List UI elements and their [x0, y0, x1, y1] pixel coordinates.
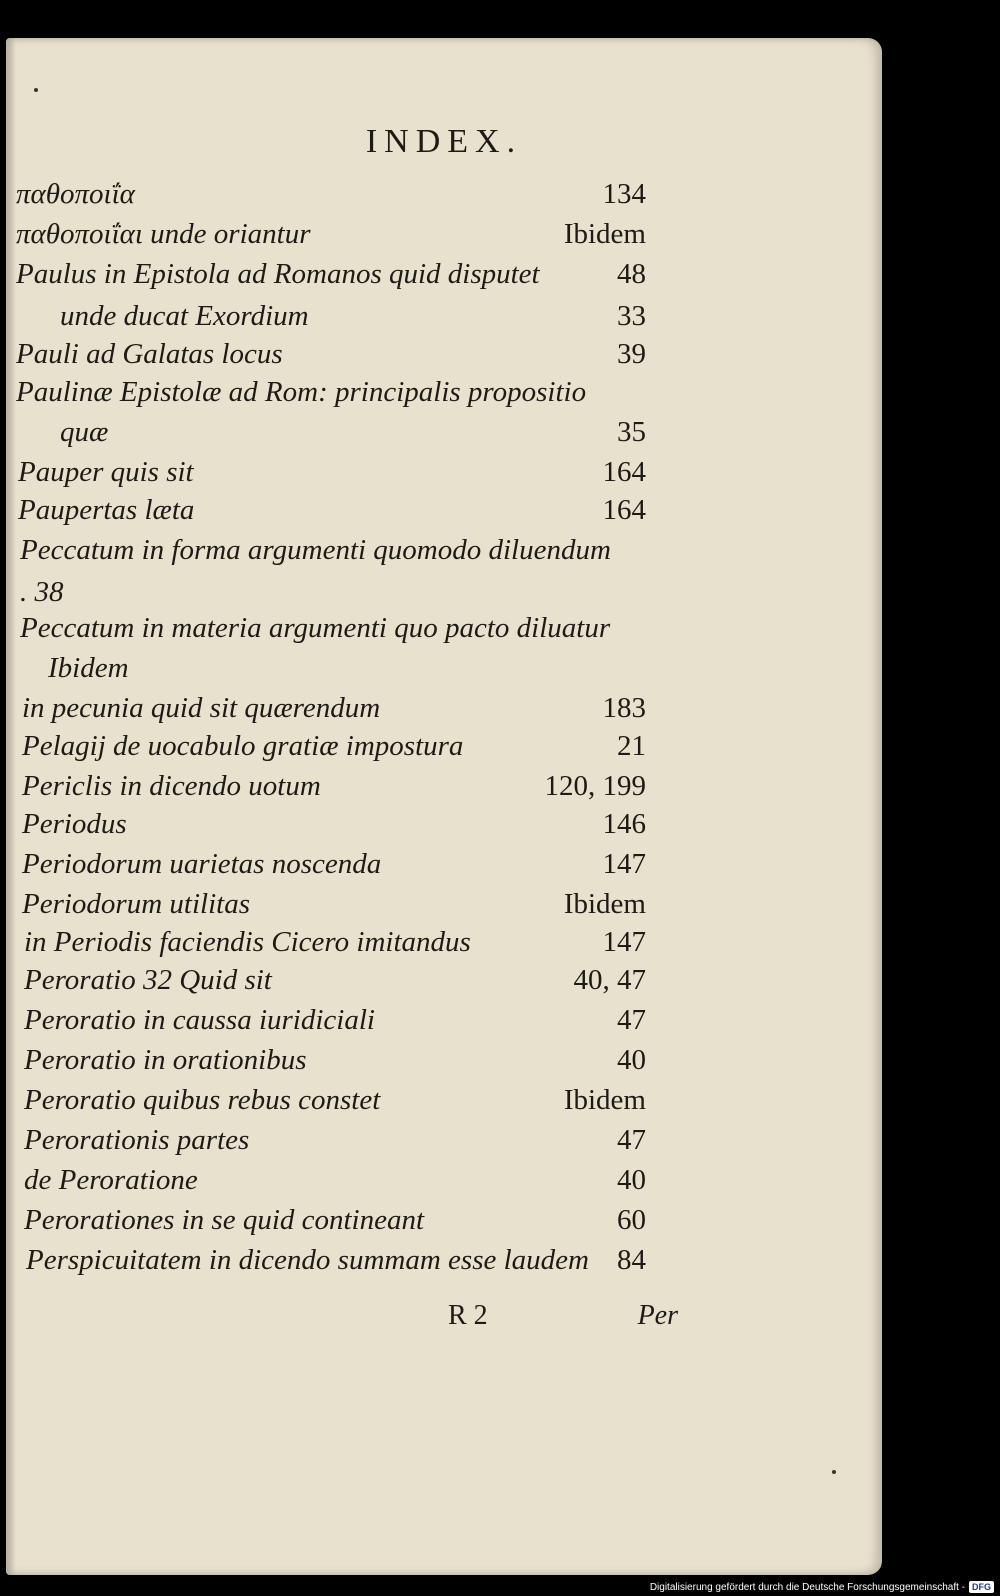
index-page-ref: Ibidem	[563, 1084, 646, 1116]
index-entry	[22, 692, 646, 728]
index-page-ref: Ibidem	[563, 218, 646, 250]
index-term: Pauper quis sit	[18, 456, 194, 488]
index-term: Paupertas læta	[18, 494, 195, 526]
index-term: quæ	[60, 416, 109, 448]
index-page-ref: 21	[617, 730, 646, 762]
index-term: Paulus in Epistola ad Romanos quid disputet	[16, 258, 540, 290]
index-term: Periodorum uarietas noscenda	[22, 848, 382, 880]
index-page-ref: 134	[602, 178, 646, 210]
index-page-ref: 164	[602, 456, 646, 488]
digitization-credit	[650, 1581, 994, 1593]
index-page-ref: 164	[602, 494, 646, 526]
index-term: Pauli ad Galatas locus	[16, 338, 283, 370]
index-term: in pecunia quid sit quærendum	[22, 692, 381, 724]
index-term: Peroratio quibus rebus constet	[24, 1084, 381, 1116]
index-entry	[24, 1204, 646, 1240]
index-page-ref: 40	[617, 1164, 646, 1196]
index-entry	[24, 1084, 646, 1120]
index-page-ref: 147	[602, 848, 646, 880]
index-term: παθοποιΐαι unde oriantur	[16, 218, 311, 250]
index-entry	[16, 416, 646, 452]
index-term: Pelagij de uocabulo gratiæ impostura	[22, 730, 464, 762]
index-page-ref: 146	[602, 808, 646, 840]
index-term: Perspicuitatem in dicendo summam esse laudem	[26, 1244, 589, 1276]
signature-mark: R 2	[448, 1300, 488, 1331]
page-title: INDEX.	[365, 123, 523, 160]
index-term: παθοποιΐα	[16, 178, 135, 210]
page-gutter-shadow	[6, 38, 16, 1575]
index-entry	[24, 926, 646, 962]
index-entry	[24, 1004, 646, 1040]
index-term: Peroratio in caussa iuridiciali	[24, 1004, 375, 1036]
dfg-logo: DFG	[969, 1581, 994, 1593]
index-entry	[22, 808, 646, 844]
index-entry	[22, 888, 646, 924]
index-entry	[18, 456, 646, 492]
index-entry	[16, 300, 646, 336]
index-term: Periclis in dicendo uotum	[22, 770, 321, 802]
index-entry	[22, 730, 646, 766]
index-entry	[16, 376, 646, 412]
index-page-ref: 33	[617, 300, 646, 332]
index-page-ref: 47	[617, 1124, 646, 1156]
index-term: unde ducat Exordium	[60, 300, 309, 332]
index-term: Periodus	[22, 808, 127, 840]
index-entry	[20, 534, 646, 570]
index-page-ref: 40, 47	[573, 964, 646, 996]
index-entry	[16, 218, 646, 254]
catchword: Per	[637, 1300, 678, 1331]
index-term: Perorationes in se quid contineant	[24, 1204, 425, 1236]
index-entry	[20, 652, 646, 688]
index-entry	[20, 612, 646, 648]
book-page	[6, 38, 882, 1575]
index-page-ref: 147	[602, 926, 646, 958]
index-entry	[26, 1244, 646, 1280]
index-term: Peroratio 32 Quid sit	[24, 964, 272, 996]
ink-speck	[34, 88, 38, 92]
index-page-ref: Ibidem	[563, 888, 646, 920]
index-term: Peccatum in forma argumenti quomodo diluendum	[20, 534, 611, 566]
index-page-ref: 47	[617, 1004, 646, 1036]
index-entry	[16, 338, 646, 374]
index-page-ref: 183	[602, 692, 646, 724]
index-term: Peroratio in orationibus	[24, 1044, 307, 1076]
index-term: Ibidem	[48, 652, 129, 684]
index-entry	[22, 770, 646, 806]
index-entry	[20, 576, 646, 612]
index-entry	[16, 178, 646, 214]
index-entry	[24, 1164, 646, 1200]
index-entry	[24, 1124, 646, 1160]
index-term: . 38	[20, 576, 64, 608]
index-page-ref: 120, 199	[544, 770, 646, 802]
index-entry	[24, 1044, 646, 1080]
index-page-ref: 84	[617, 1244, 646, 1276]
index-page-ref: 35	[617, 416, 646, 448]
index-page-ref: 39	[617, 338, 646, 370]
index-page-ref: 60	[617, 1204, 646, 1236]
index-entry	[16, 258, 646, 294]
index-term: Peccatum in materia argumenti quo pacto diluatur	[20, 612, 611, 644]
credit-text: Digitalisierung gefördert durch die Deutsche Forschungsgemeinschaft -	[649, 1581, 965, 1593]
ink-speck	[832, 1470, 836, 1474]
index-page-ref: 48	[617, 258, 646, 290]
index-term: de Peroratione	[24, 1164, 198, 1196]
index-term: Periodorum utilitas	[22, 888, 250, 920]
index-entry	[22, 848, 646, 884]
index-page-ref: 40	[617, 1044, 646, 1076]
index-entry	[24, 964, 646, 1000]
index-term: Paulinæ Epistolæ ad Rom: principalis propositio	[16, 376, 587, 408]
index-entry	[18, 494, 646, 530]
index-term: Perorationis partes	[24, 1124, 250, 1156]
index-term: in Periodis faciendis Cicero imitandus	[24, 926, 471, 958]
